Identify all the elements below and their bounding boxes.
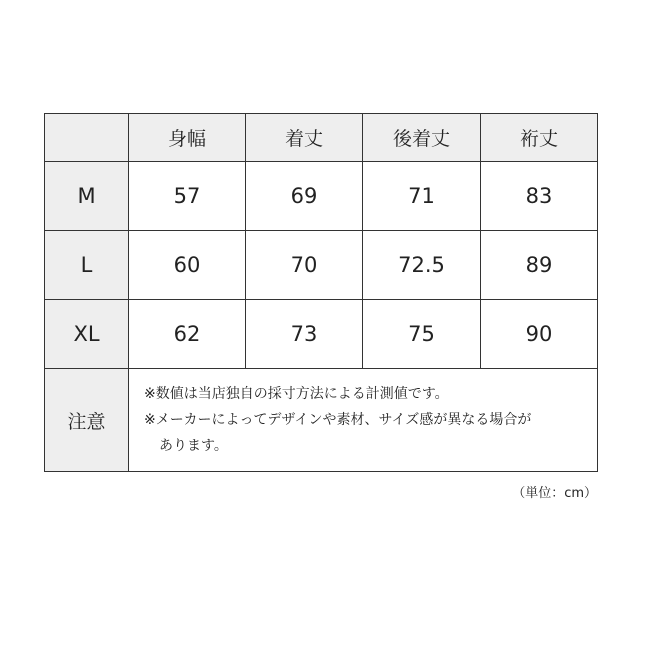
table-cell: 70 — [246, 231, 363, 300]
note-line-1: ※数値は当店独自の採寸方法による計測値です。 — [144, 386, 449, 402]
table-cell: 72.5 — [363, 231, 481, 300]
note-row — [45, 369, 598, 472]
size-label: L — [45, 231, 129, 300]
table-cell: 62 — [129, 300, 246, 369]
note-label: 注意 — [45, 369, 129, 472]
table-cell: 60 — [129, 231, 246, 300]
table-cell: 75 — [363, 300, 481, 369]
header-back-length: 後着丈 — [363, 114, 481, 162]
header-length: 着丈 — [246, 114, 363, 162]
note-line-3: あります。 — [159, 438, 228, 454]
note-line-2: ※メーカーによってデザインや素材、サイズ感が異なる場合が — [144, 412, 532, 428]
table-row-l — [45, 231, 598, 300]
header-row — [45, 114, 598, 162]
table-row-m — [45, 162, 598, 231]
size-label: M — [45, 162, 129, 231]
table-cell: 69 — [246, 162, 363, 231]
table-cell: 57 — [129, 162, 246, 231]
table-cell: 90 — [481, 300, 598, 369]
table-cell: 89 — [481, 231, 598, 300]
size-chart-table — [44, 113, 598, 472]
note-text — [129, 369, 598, 472]
table-cell: 71 — [363, 162, 481, 231]
unit-label: （単位：cm） — [512, 486, 597, 501]
header-chest-width: 身幅 — [129, 114, 246, 162]
header-sleeve-length: 裄丈 — [481, 114, 598, 162]
table-cell: 73 — [246, 300, 363, 369]
size-label: XL — [45, 300, 129, 369]
table-row-xl — [45, 300, 598, 369]
table-cell: 83 — [481, 162, 598, 231]
header-corner-cell — [45, 114, 129, 162]
